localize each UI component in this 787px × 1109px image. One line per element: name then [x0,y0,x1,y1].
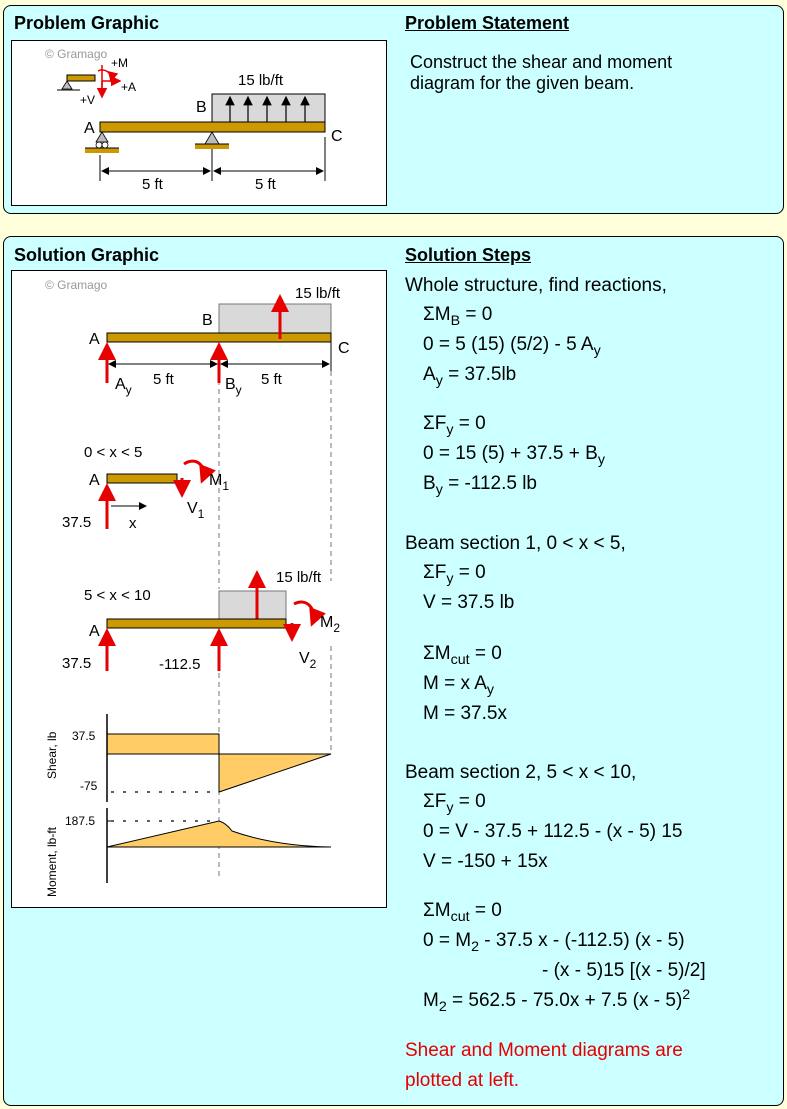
step-14: Beam section 2, 5 < x < 10, [405,762,637,783]
fbd-dim-2: 5 ft [261,371,282,388]
moment-diagram [45,808,331,897]
fbd-dim-1: 5 ft [153,371,174,388]
step-2: $\Sigma M_B = 0$ [423,304,493,329]
problem-graphic-title: Problem Graphic [14,13,160,33]
shear-region-1 [107,734,219,754]
step-16: 0 = V - 37.5 + 112.5 - (x - 5) 15 [423,821,683,842]
distributed-load-block [212,94,325,122]
sec2-load-label: 15 lb/ft [276,569,322,586]
shear-tick-bottom: -75 [80,779,98,793]
shear-tick-top: 37.5 [72,729,96,743]
support-b-icon [195,132,229,149]
shear-diagram [45,714,331,802]
sign-a-label: +A [121,80,137,94]
solution-graphic-title: Solution Graphic [14,245,160,265]
step-15: $\Sigma F_y = 0$ [423,791,486,816]
dim-1-label: 5 ft [142,176,163,193]
moment-tick-top: 187.5 [65,814,96,828]
sec2-force-a-label: 37.5 [62,655,92,672]
sec2-load-block [219,591,286,619]
dim-2-label: 5 ft [255,176,276,193]
problem-statement-title: Problem Statement [405,13,570,33]
point-c-label: C [331,128,343,145]
fbd-by-label: $B_y$ [225,376,242,397]
fbd-ay-label: $A_y$ [115,376,132,397]
step-11: $\Sigma M_{cut} = 0$ [423,643,502,668]
fbd-load-block [219,304,331,333]
load-label: 15 lb/ft [238,72,284,89]
step-12: M = x $A_y$ [423,673,495,698]
step-23: plotted at left. [405,1070,520,1091]
step-18: $\Sigma M_{cut} = 0$ [423,900,502,925]
copyright-text: © Gramago [45,47,108,61]
sec1-range: 0 < x < 5 [84,444,143,461]
step-19: $0 = M_2 - 37.5$ x - (-112.5) (x - 5) [423,930,685,955]
step-8: Beam section 1, 0 < x < 5, [405,533,626,554]
moment-curve [107,821,331,847]
step-22: Shear and Moment diagrams are [405,1040,683,1061]
point-a-label: A [84,120,95,137]
sec1-force-label: 37.5 [62,514,92,531]
problem-graphic [11,40,387,206]
beam [100,122,325,132]
sec2-beam [107,619,286,628]
solution-steps-title: Solution Steps [405,245,531,265]
sec2-force-b-label: -112.5 [159,656,201,673]
sec1-a-label: A [89,472,100,489]
sec2-a-label: A [89,623,100,640]
sec1-v-label: $V_1$ [187,500,205,521]
copyright-text-2: © Gramago [45,278,108,292]
fbd-load-label: 15 lb/ft [295,285,341,302]
moment-ylabel: Moment, lb-ft [45,826,59,897]
step-17: V = -150 + 15x [423,851,548,872]
step-10: V = 37.5 lb [423,592,515,613]
step-5: $\Sigma F_y = 0$ [423,413,486,438]
sign-v-label: +V [80,93,96,107]
sec1-m-arrow [184,461,204,481]
step-3: 0 = 5 (15) (5/2) - 5 $A_y$ [423,334,601,359]
step-4: $A_y = 37.5lb$ [423,364,517,389]
sec1-beam [107,474,177,483]
shear-region-2 [219,754,331,792]
sec1-x-label: x [129,515,137,532]
shear-ylabel: Shear, lb [45,731,59,779]
sign-m-label: +M [111,56,129,70]
solution-svg [12,271,386,907]
step-6: 0 = 15 $(5) + 37.5 + B_y$ [423,443,605,468]
step-7: $B_y = -112.5$ lb [423,473,537,498]
sec2-m-arrow [294,602,314,624]
sec1-m-label: $M_1$ [209,472,230,493]
fbd-beam [107,333,331,342]
sec2-range: 5 < x < 10 [84,587,151,604]
step-21: $M_2 = 562.5 - 75.0x + 7.5$ (x - 5)$^2$ [423,986,691,1015]
problem-statement-line-1: Construct the shear and moment [410,52,673,72]
sec2-m-label: $M_2$ [320,614,341,635]
sec2-v-label: $V_2$ [299,650,317,671]
problem-statement-line-2: diagram for the given beam. [410,73,635,93]
step-9: $\Sigma F_y = 0$ [423,562,486,587]
fbd-a-label: A [89,331,100,348]
solution-graphic [11,270,387,908]
problem-beam-svg [12,41,386,205]
fbd-b-label: B [202,312,213,329]
step-20: - (x - 5)15 [(x - 5)/2] [542,960,706,981]
fbd-c-label: C [338,340,350,357]
step-13: M = 37.5x [423,703,507,724]
step-1: Whole structure, find reactions, [405,275,667,296]
point-b-label: B [196,99,207,116]
